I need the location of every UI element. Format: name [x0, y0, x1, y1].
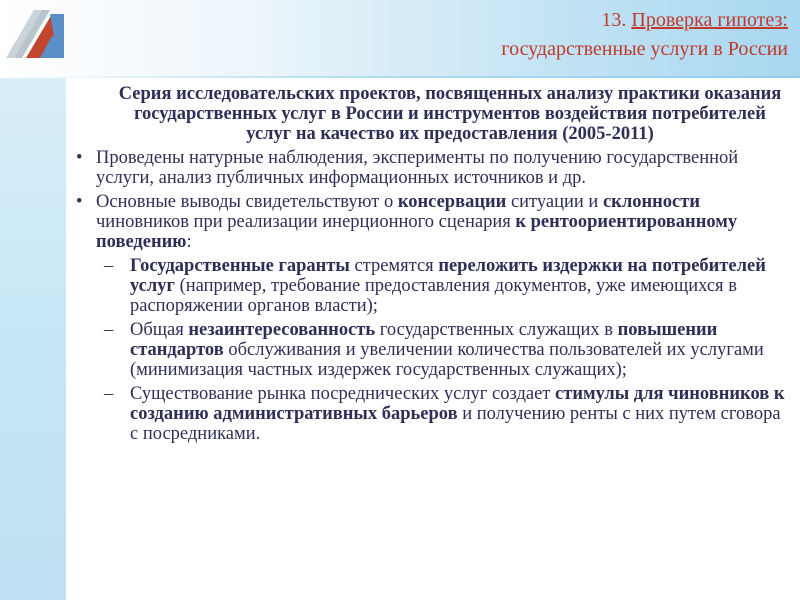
emphasis-text: консервации — [397, 192, 507, 212]
bullet-text: Проведены натурные наблюдения, эксперименты по получению государственной услуги, анализ публичных информационных источников и др. — [96, 148, 739, 188]
sub-bullet-text: государственных служащих в — [375, 320, 618, 340]
sub-bullet-text: и получению ренты с них путем сговора с посредниками. — [130, 404, 781, 444]
sub-bullet-text: Общая — [130, 320, 189, 340]
bullet-item — [74, 148, 790, 188]
bullet-item — [74, 192, 790, 252]
slide-title — [501, 6, 788, 64]
dash-marker: – — [104, 256, 114, 276]
sub-bullet-text: стремятся — [349, 256, 439, 276]
title-number: 13. — [601, 9, 627, 31]
emphasis-text: к рентоориентированному поведению — [96, 212, 738, 252]
bullet-text: чиновников при реализации инерционного сценария — [96, 212, 516, 232]
emphasis-text: склонности — [602, 192, 700, 212]
slide-content — [74, 84, 790, 444]
institution-logo-icon — [4, 6, 70, 67]
sub-bullet-text: Существование рынка посреднических услуг создает — [130, 384, 556, 404]
dash-marker: – — [104, 384, 114, 404]
left-decorative-strip — [0, 78, 66, 600]
emphasis-text: переложить издержки на потребителей услуг — [130, 256, 766, 296]
sub-bullet-text: обслуживания и увеличении количества пользователей их услугами (минимизация частных издержек государственных служащих); — [130, 340, 764, 380]
emphasis-text: повышении стандартов — [130, 320, 718, 360]
emphasis-text: незаинтересованность — [188, 320, 376, 340]
bullet-text: Основные выводы свидетельствуют о — [96, 192, 398, 212]
intro-heading: Серия исследовательских проектов, посвященных анализу практики оказания государственных услуг в России и инструментов воздействия потребителей услуг на качество их предоставления (2005-2011) — [118, 84, 782, 144]
sub-bullet-item — [74, 320, 790, 380]
bullet-text: : — [186, 232, 192, 252]
header-divider — [0, 76, 800, 78]
bullet-marker: • — [76, 192, 83, 212]
emphasis-text: стимулы для чиновников к созданию административных барьеров — [130, 384, 785, 424]
bullet-marker: • — [76, 148, 83, 168]
dash-marker: – — [104, 320, 114, 340]
sub-bullet-item — [74, 384, 790, 444]
bullet-text: ситуации и — [506, 192, 603, 212]
title-subtitle: государственные услуги в России — [501, 38, 788, 60]
emphasis-text: Государственные гаранты — [130, 256, 350, 276]
title-main: Проверка гипотез: — [631, 9, 788, 31]
sub-bullet-item — [74, 256, 790, 316]
sub-bullet-text: (например, требование предоставления документов, уже имеющихся в распоряжении органов власти); — [130, 276, 737, 316]
